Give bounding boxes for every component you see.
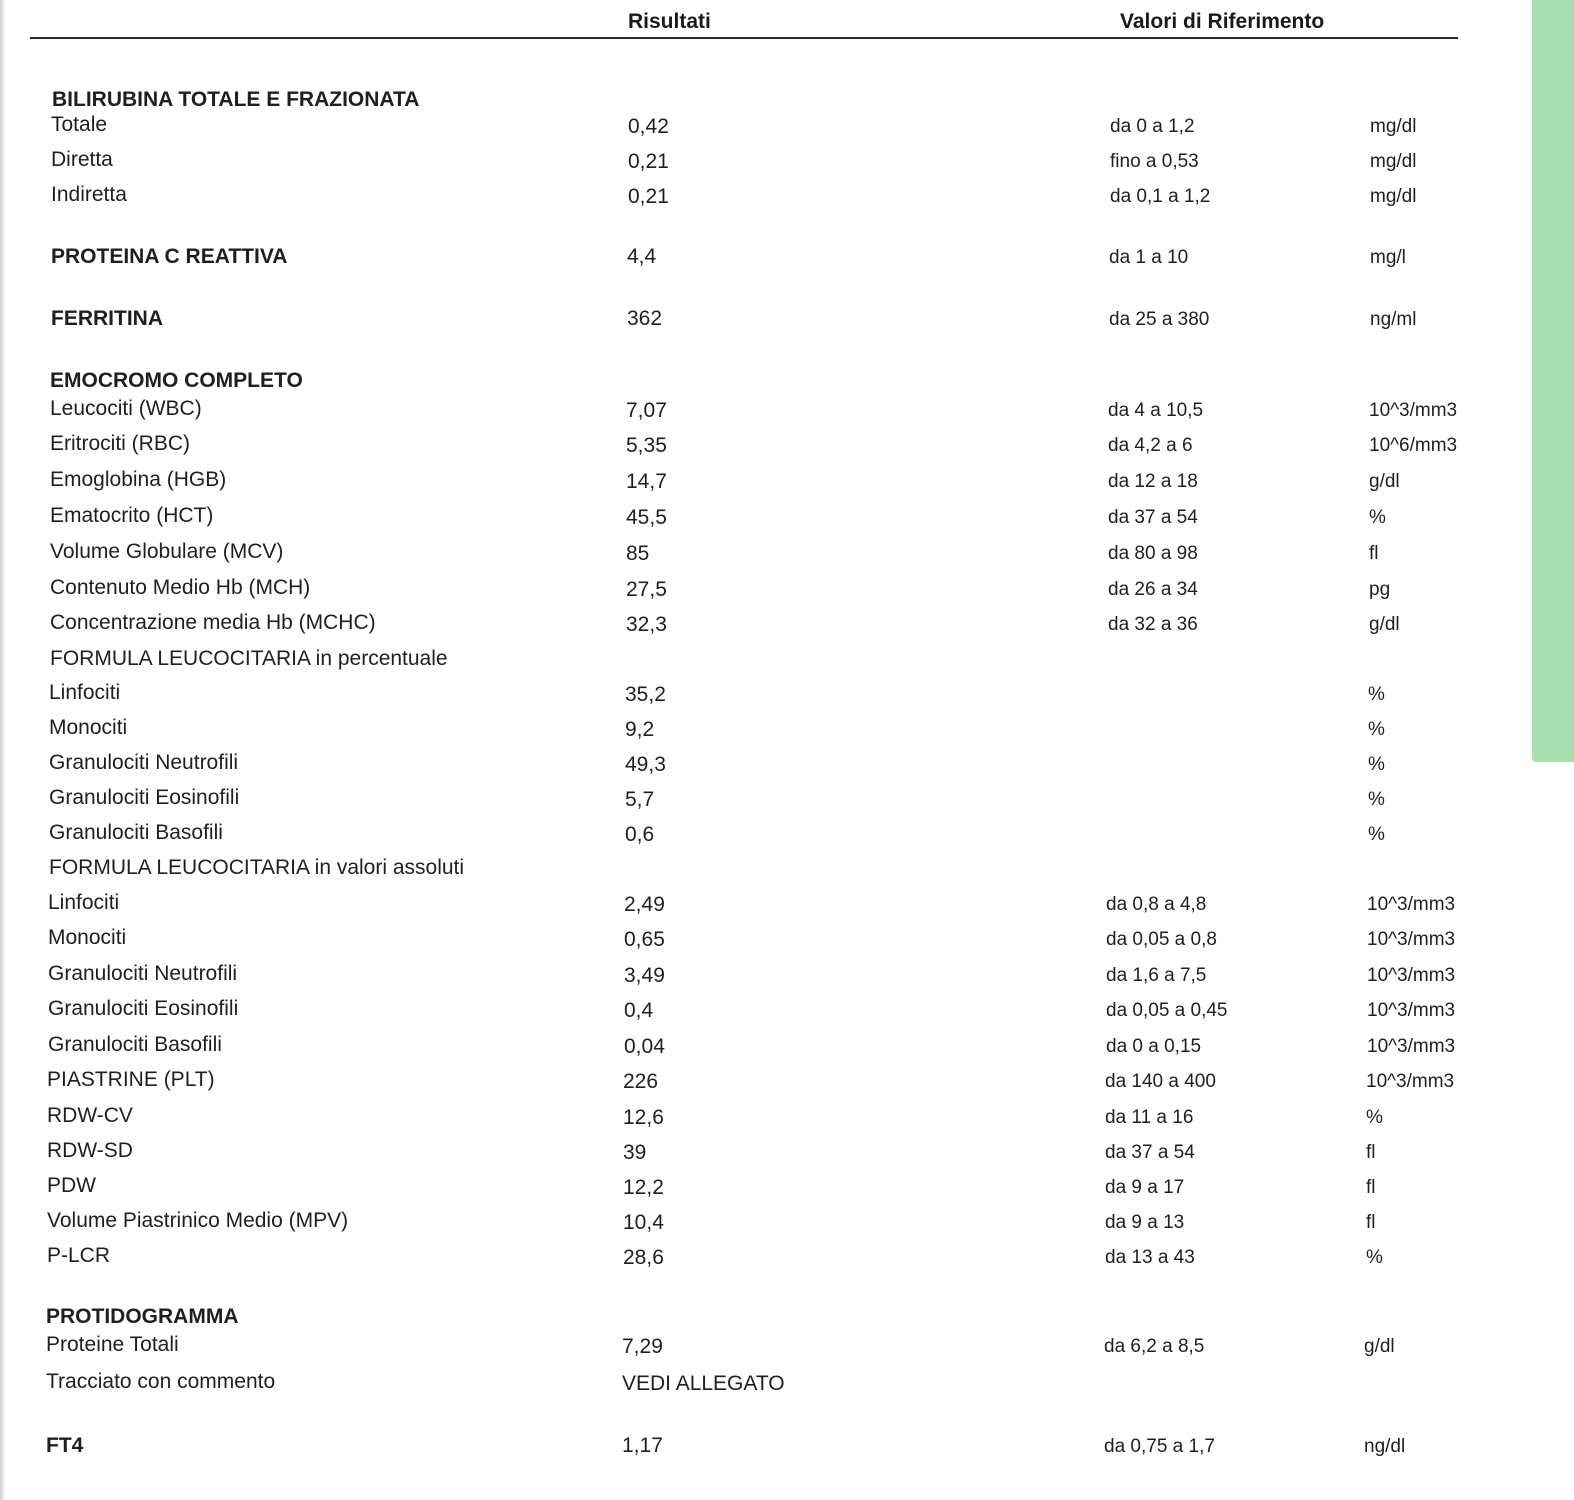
unit-label: % (1366, 1247, 1383, 1268)
reference-range: da 13 a 43 (1105, 1247, 1195, 1268)
unit-label: 10^3/mm3 (1367, 894, 1456, 915)
reference-range: da 0,05 a 0,45 (1106, 1000, 1228, 1021)
test-name: Granulociti Eosinofili (48, 997, 239, 1020)
result-value: 7,07 (626, 399, 667, 422)
result-value: 7,29 (622, 1335, 663, 1358)
reference-range: da 12 a 18 (1108, 471, 1198, 492)
reference-column-header: Valori di Riferimento (1120, 10, 1325, 33)
result-value: 0,6 (625, 823, 655, 846)
test-name: Volume Globulare (MCV) (50, 540, 284, 563)
reference-range: da 32 a 36 (1108, 614, 1198, 635)
reference-range: da 1 a 10 (1109, 247, 1189, 268)
test-name: Granulociti Basofili (49, 821, 223, 844)
test-name: Linfociti (49, 681, 121, 704)
result-value: 10,4 (623, 1211, 664, 1234)
unit-label: % (1369, 507, 1386, 528)
unit-label: ng/ml (1370, 309, 1417, 330)
reference-range: da 26 a 34 (1108, 579, 1198, 600)
result-value: 35,2 (625, 683, 666, 706)
unit-label: fl (1369, 543, 1379, 564)
test-name: Ematocrito (HCT) (50, 504, 214, 527)
section-heading: PROTIDOGRAMMA (46, 1305, 239, 1328)
result-value: 14,7 (626, 470, 667, 493)
unit-label: % (1366, 1107, 1383, 1128)
reference-range: da 80 a 98 (1108, 543, 1198, 564)
unit-label: mg/dl (1370, 151, 1417, 172)
result-value: 0,04 (624, 1035, 665, 1058)
result-value: 85 (626, 542, 650, 565)
test-name: Indiretta (51, 183, 127, 206)
result-value: 39 (623, 1141, 647, 1164)
reference-range: fino a 0,53 (1110, 151, 1199, 172)
result-value: 12,6 (623, 1106, 664, 1129)
test-name: Granulociti Basofili (48, 1033, 222, 1056)
test-name: FORMULA LEUCOCITARIA in percentuale (50, 647, 448, 670)
test-name: Concentrazione media Hb (MCHC) (50, 611, 376, 634)
unit-label: fl (1366, 1212, 1376, 1233)
reference-range: da 37 a 54 (1108, 507, 1198, 528)
header-rule (30, 37, 1458, 39)
test-name: Emoglobina (HGB) (50, 468, 227, 491)
test-name: Totale (51, 113, 108, 136)
test-name: Linfociti (48, 891, 120, 914)
result-value: 12,2 (623, 1176, 664, 1199)
result-value: 0,65 (624, 928, 665, 951)
result-value: 27,5 (626, 578, 667, 601)
unit-label: fl (1366, 1177, 1376, 1198)
result-value: 0,21 (628, 185, 669, 208)
result-value: 45,5 (626, 506, 667, 529)
unit-label: mg/l (1370, 247, 1406, 268)
reference-range: da 9 a 17 (1105, 1177, 1185, 1198)
reference-range: da 0,8 a 4,8 (1106, 894, 1207, 915)
test-name: Eritrociti (RBC) (50, 432, 190, 455)
result-value: 5,7 (625, 788, 655, 811)
result-value: 9,2 (625, 718, 655, 741)
reference-range: da 0 a 1,2 (1110, 116, 1195, 137)
reference-range: da 0,05 a 0,8 (1106, 929, 1217, 950)
unit-label: g/dl (1369, 614, 1400, 635)
section-heading: FT4 (46, 1434, 84, 1457)
unit-label: 10^3/mm3 (1367, 1036, 1456, 1057)
reference-range: da 4,2 a 6 (1108, 435, 1193, 456)
test-name: Volume Piastrinico Medio (MPV) (47, 1209, 349, 1232)
unit-label: mg/dl (1370, 186, 1417, 207)
test-name: Granulociti Neutrofili (48, 962, 238, 985)
reference-range: da 4 a 10,5 (1108, 400, 1204, 421)
unit-label: 10^6/mm3 (1369, 435, 1458, 456)
result-value: VEDI ALLEGATO (622, 1372, 785, 1395)
results-column-header: Risultati (628, 10, 711, 33)
test-name: Leucociti (WBC) (50, 397, 202, 420)
result-value: 362 (627, 307, 663, 330)
unit-label: % (1368, 684, 1385, 705)
result-value: 2,49 (624, 893, 665, 916)
reference-range: da 140 a 400 (1105, 1071, 1216, 1092)
unit-label: % (1368, 824, 1385, 845)
test-name: RDW-CV (47, 1104, 133, 1127)
unit-label: ng/dl (1364, 1436, 1406, 1457)
reference-range: da 9 a 13 (1105, 1212, 1185, 1233)
test-name: Monociti (49, 716, 128, 739)
unit-label: 10^3/mm3 (1367, 929, 1456, 950)
unit-label: 10^3/mm3 (1367, 1000, 1456, 1021)
result-value: 3,49 (624, 964, 665, 987)
unit-label: % (1368, 719, 1385, 740)
section-heading: PROTEINA C REATTIVA (51, 245, 288, 268)
unit-label: % (1368, 789, 1385, 810)
unit-label: pg (1369, 579, 1391, 600)
section-heading: FERRITINA (51, 307, 163, 330)
reference-range: da 0,75 a 1,7 (1104, 1436, 1215, 1457)
green-tab-strip (1532, 0, 1574, 762)
reference-range: da 37 a 54 (1105, 1142, 1195, 1163)
result-value: 0,42 (628, 115, 669, 138)
reference-range: da 25 a 380 (1109, 309, 1210, 330)
test-name: Granulociti Eosinofili (49, 786, 240, 809)
test-name: Tracciato con commento (46, 1370, 276, 1393)
test-name: Monociti (48, 926, 127, 949)
test-name: RDW-SD (47, 1139, 133, 1162)
section-heading: EMOCROMO COMPLETO (50, 369, 303, 392)
result-value: 49,3 (625, 753, 666, 776)
result-value: 0,4 (624, 999, 654, 1022)
result-value: 28,6 (623, 1246, 664, 1269)
result-value: 5,35 (626, 434, 667, 457)
result-value: 226 (623, 1070, 659, 1093)
reference-range: da 0 a 0,15 (1106, 1036, 1202, 1057)
test-name: PDW (47, 1174, 96, 1197)
test-name: FORMULA LEUCOCITARIA in valori assoluti (49, 856, 465, 879)
unit-label: 10^3/mm3 (1367, 965, 1456, 986)
test-name: Proteine Totali (46, 1333, 179, 1356)
test-name: PIASTRINE (PLT) (47, 1068, 215, 1091)
result-value: 1,17 (622, 1434, 663, 1457)
test-name: Diretta (51, 148, 113, 171)
unit-label: 10^3/mm3 (1369, 400, 1458, 421)
unit-label: 10^3/mm3 (1366, 1071, 1455, 1092)
test-name: Granulociti Neutrofili (49, 751, 239, 774)
reference-range: da 6,2 a 8,5 (1104, 1336, 1205, 1357)
unit-label: % (1368, 754, 1385, 775)
scan-shadow-edge (0, 0, 6, 1500)
result-value: 0,21 (628, 150, 669, 173)
unit-label: g/dl (1364, 1336, 1395, 1357)
unit-label: g/dl (1369, 471, 1400, 492)
reference-range: da 0,1 a 1,2 (1110, 186, 1211, 207)
result-value: 4,4 (627, 245, 657, 268)
unit-label: fl (1366, 1142, 1376, 1163)
section-heading: BILIRUBINA TOTALE E FRAZIONATA (52, 88, 420, 111)
test-name: Contenuto Medio Hb (MCH) (50, 576, 311, 599)
reference-range: da 11 a 16 (1105, 1107, 1194, 1128)
result-value: 32,3 (626, 613, 667, 636)
unit-label: mg/dl (1370, 116, 1417, 137)
test-name: P-LCR (47, 1244, 111, 1267)
reference-range: da 1,6 a 7,5 (1106, 965, 1207, 986)
